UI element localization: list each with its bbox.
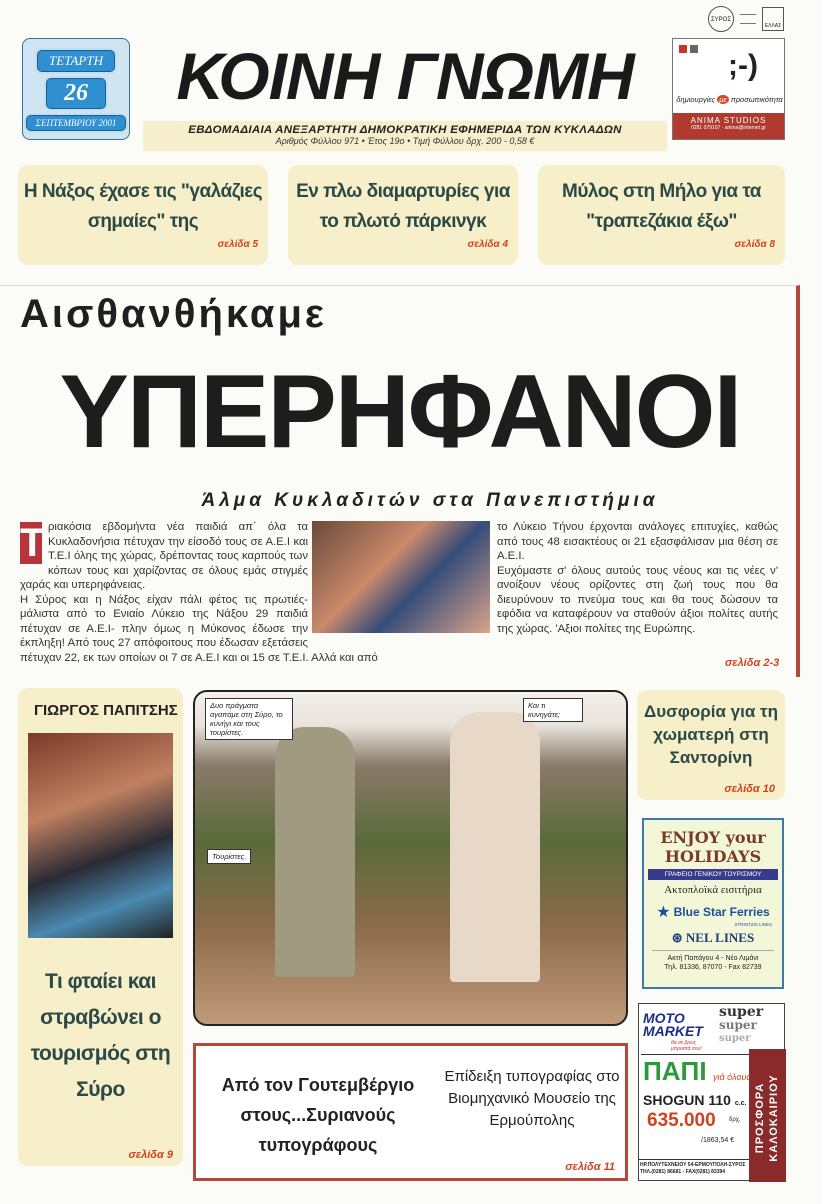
paragraph: Ευχόμαστε σ' όλους αυτούς τους νέους και τις νέες ν' ανοίξουν νέους ορίζοντες στη ζωή τους που θα διευρύνουν το πνεύμα τους και θα τους δώσουν τα εφόδια να καταφέρουν να σταθούν άξιοι πολίτες αυτής της χώρας. 'Αξιοι — [497, 564, 778, 635]
address: ΗΡ.ΠΟΛΥΤΕΧΝΕΙΟΥ 54-ΕΡΜΟΥΠΟΛΗ-ΣΥΡΟΣ — [640, 1162, 746, 1168]
red-square — [679, 45, 687, 53]
masthead-title: ΚΟΙΝΗ ΓΝΩΜΗ — [176, 39, 634, 113]
right-story[interactable] — [637, 690, 785, 800]
smiley: ;-) — [728, 49, 758, 82]
paragraph: ριακόσια εβδομήντα νέα παιδιά απ΄ όλα τα Κυκλαδονήσια πέτυχαν την είσοδό τους σε Α.Ε.Ι και Τ.Ε.Ι όλης της χώρας, δρέποντας τους καρπούς των κόπων τους και χαρίζοντας σε όλους εμάς στιγμές χαράς και υπερηφάνειας. — [20, 521, 308, 591]
postmark — [708, 6, 788, 32]
anima-brand: ANIMA STUDIOS — [690, 116, 767, 125]
issue-info: Αριθμός Φύλλου 971 • Έτος 19ο • Τιμή Φύλλου δρχ. 200 - 0,58 € — [275, 136, 535, 146]
blue-star-row — [644, 902, 782, 922]
left-story-title: Τι φταίει και στραβώνει ο τουρισμός στη Σύρο — [30, 970, 171, 1101]
nel-row — [644, 930, 782, 946]
grey-square — [690, 45, 698, 53]
lead-headline: ΥΠΕΡΗΦΑΝΟΙ — [59, 354, 741, 470]
super-text: super — [719, 1033, 751, 1044]
moto-slogan: θα σε βρεις μπροστά σου! — [671, 1040, 702, 1052]
super-text: super — [719, 1004, 764, 1020]
travel-contact — [652, 950, 774, 972]
teaser-naxos[interactable] — [18, 165, 268, 265]
star-icon: ★ — [656, 904, 671, 921]
right-story-title: Δυσφορία για τη χωματερή στη Σαντορίνη — [643, 702, 779, 767]
page-ref: σελίδα 11 — [565, 1161, 615, 1173]
photo-spacer — [403, 520, 497, 638]
teaser-milos[interactable] — [538, 165, 785, 265]
speech-bubble: Και τι κυνηγάτε; — [523, 698, 583, 722]
postage-mark: ΕΛΛΑΣ — [762, 7, 784, 31]
blue-star-ferries: Blue Star Ferries — [673, 905, 770, 919]
tickets: Ακτοπλοϊκά εισιτήρια — [664, 884, 762, 896]
drop-cap: Τ — [20, 521, 45, 565]
page-ref: σελίδα 4 — [467, 239, 508, 250]
hunter-right — [450, 712, 540, 982]
ship-icon: ⊛ — [671, 930, 683, 945]
bottom-story-title: Από τον Γουτεμβέργιο στους...Συριανούς τυπογράφους — [221, 1075, 415, 1155]
paragraph: το Λύκειο Τήνου έρχονται ανάλογες επιτυχίες, καθώς από τους 48 εισακτέους οι 21 εξασφάλισαν μια θέση σε Α.Ε.Ι. — [497, 521, 778, 562]
moto-brand: MOTO MARKET — [643, 1010, 703, 1039]
date-box — [22, 38, 130, 140]
lead-end: πολίτες της Ευρώπης. — [584, 622, 696, 635]
super-text: super — [719, 1018, 757, 1032]
speech-bubble: Δυο πράγματα αγαπάμε στη Σύρο, το κυνήγι και τους τουρίστες. — [205, 698, 293, 740]
super-stack — [719, 1006, 763, 1045]
model: SHOGUN 110 — [643, 1092, 731, 1108]
product-slogan: γιά όλους — [713, 1072, 751, 1082]
phones: ΤΗΛ.(0281) 86681 - FAX(0281) 83394 — [640, 1169, 726, 1175]
teaser-parking[interactable] — [288, 165, 518, 265]
cartoon-photo — [193, 690, 628, 1026]
author: ΓΙΩΡΓΟΣ ΠΑΠΙΤΣΗΣ — [34, 702, 178, 719]
speech-bubble: Τουρίστες. — [207, 849, 251, 864]
teaser-title: Εν πλω διαμαρτυρίες για το πλωτό πάρκινγκ — [296, 181, 510, 232]
cc: c.c. — [734, 1100, 747, 1107]
bottom-story[interactable] — [193, 1043, 628, 1181]
lead-subhead: Άλμα Κυκλαδιτών στα Πανεπιστήμια — [201, 490, 659, 511]
currency: δρχ. — [729, 1117, 741, 1123]
product-name: ΠΑΠΙ — [643, 1056, 707, 1086]
nel-lines: NEL LINES — [685, 930, 755, 945]
left-story[interactable] — [18, 688, 183, 1166]
tagline: ΕΒΔΟΜΑΔΙΑΙΑ ΑΝΕΞΑΡΤΗΤΗ ΔΗΜΟΚΡΑΤΙΚΗ ΕΦΗΜΕΡΙΔΑ ΤΩΝ ΚΥΚΛΑΔΩΝ — [188, 124, 622, 136]
anima-contact: 0281 079107 · anima@internet.gr — [691, 125, 766, 131]
teaser-title: Μύλος στη Μήλο για τα "τραπεζάκια έξω" — [562, 181, 761, 232]
phones: Τηλ. 81336, 87070 - Fax 82739 — [664, 964, 762, 971]
slogan: δημιουργίες — [676, 95, 716, 104]
paragraph: Η Σύρος και η Νάξος είχαν πάλι φέτος τις πρωτιές- μάλιστα από το Ενιαίο Λύκειο της Νάξου 29 παιδιά πέτυχαν σε Α.Ε.Ι- πλην όμως η Μύκονος έδωσε την έκπληξη! Από τους 27 απόφοιτους που έδωσαν εξετάσεις πέτυχαν 22, εκ των οποίων οι 7 σε Α.Ε.Ι και οι 15 σε Τ.Ε.Ι. Αλλά και από — [20, 593, 378, 664]
lead-kicker: Αισθανθήκαμε — [20, 292, 327, 336]
day-number: 26 — [46, 78, 106, 109]
month-year: ΣΕΠΤΕΜΒΡΙΟΥ 2001 — [26, 115, 126, 131]
anima-ad — [672, 38, 785, 140]
anima-footer — [673, 113, 784, 139]
postmark-stamp: ΣΥΡΟΣ — [708, 6, 734, 32]
weekday: ΤΕΤΑΡΤΗ — [37, 50, 115, 72]
teaser-title: Η Νάξος έχασε τις "γαλάζιες σημαίες" της — [23, 181, 263, 232]
lead-column-2 — [403, 520, 778, 638]
euro-price: /1863,54 € — [701, 1137, 735, 1144]
travel-ad-headline: ENJOY your HOLIDAYS — [660, 828, 766, 866]
travel-ad[interactable] — [642, 818, 784, 989]
ferry-sub: STRINTZIS LINES — [734, 922, 772, 927]
page-ref: σελίδα 9 — [128, 1149, 173, 1161]
slogan-b: προσωπικότητα — [730, 95, 783, 104]
masthead-band — [143, 121, 667, 151]
lead-page-ref[interactable]: σελίδα 2-3 — [725, 657, 780, 669]
price: 635.000 — [647, 1110, 716, 1131]
page-ref: σελίδα 8 — [734, 239, 775, 250]
offer-text: ΠΡΟΣΦΟΡΑ ΚΑΛΟΚΑΙΡΙΟΥ — [754, 1074, 780, 1162]
moto-ad[interactable] — [638, 1003, 785, 1181]
page-ref: σελίδα 10 — [724, 783, 775, 795]
author-photo — [28, 733, 173, 938]
moto-contact — [639, 1159, 749, 1178]
address: Ακτή Παπάγου 4 - Νέο Λιμάνι — [667, 955, 759, 962]
slogan-mid: με — [719, 95, 727, 104]
page-ref: σελίδα 5 — [217, 239, 258, 250]
model-line — [643, 1092, 747, 1108]
hunter-left — [275, 727, 355, 977]
agency: ΓΡΑΦΕΙΟ ΓΕΝΙΚΟΥ ΤΟΥΡΙΣΜΟΥ — [648, 869, 778, 880]
anima-slogan — [676, 95, 783, 104]
divider — [641, 1054, 749, 1055]
postmark-lines — [740, 14, 756, 24]
bottom-story-desc: Επίδειξη τυπογραφίας στο Βιομηχανικό Μουσείο της Ερμούπολης — [444, 1068, 620, 1129]
